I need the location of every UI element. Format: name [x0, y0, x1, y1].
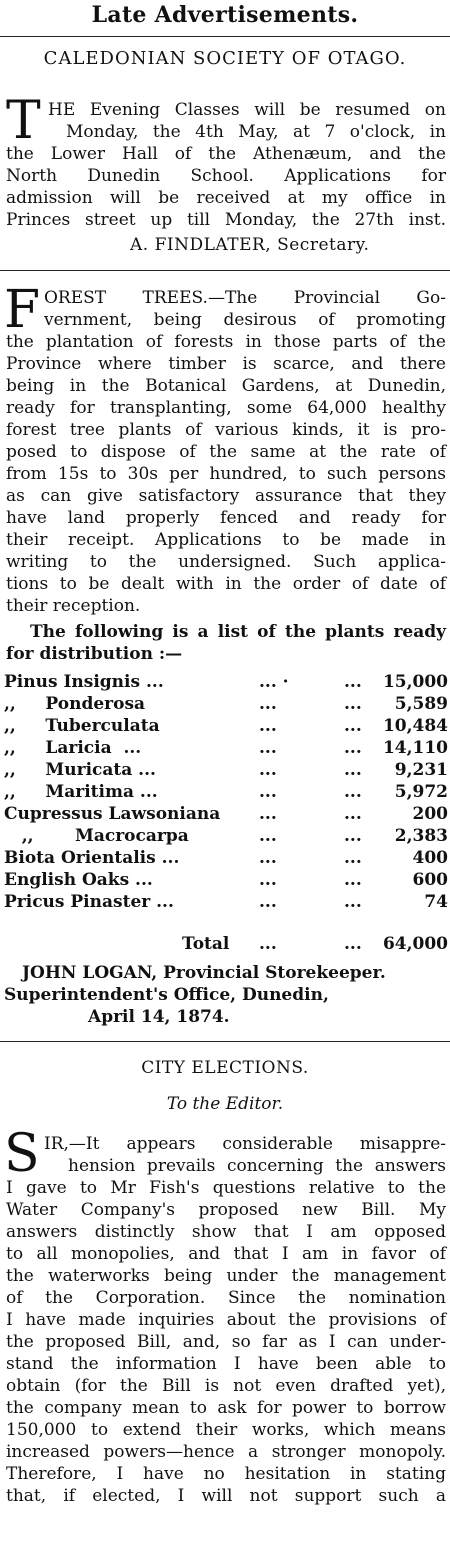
leader-dots: ... [259, 804, 277, 824]
forest-signature-office: Superintendent's Office, Dunedin, [4, 985, 329, 1005]
elections-line-8: of the Corporation. Since the nomination [6, 1288, 446, 1308]
plant-quantity: 10,484 [382, 716, 448, 736]
plant-quantity: 200 [412, 804, 448, 824]
leader-dots: ... [344, 716, 362, 736]
plant-row [4, 869, 448, 891]
divider [0, 1041, 450, 1042]
forest-line-5: being in the Botanical Gardens, at Dunedin, [6, 376, 446, 396]
leader-dots: ... [344, 694, 362, 714]
forest-line-6: ready for transplanting, some 64,000 healthy [6, 398, 446, 418]
leader-dots: ... · [259, 672, 289, 692]
plant-quantity: 5,972 [394, 782, 448, 802]
elections-line-11: stand the information I have been able to [6, 1354, 446, 1374]
elections-line-9: I have made inquiries about the provisions of [6, 1310, 446, 1330]
divider [0, 36, 450, 37]
leader-dots: ... [344, 760, 362, 780]
plant-row [4, 693, 448, 715]
plant-quantity: 15,000 [382, 672, 448, 692]
leader-dots: ... [344, 826, 362, 846]
leader-dots: ... [259, 934, 277, 954]
caledonian-line-1: HE Evening Classes will be resumed on [48, 100, 446, 120]
plant-row [4, 737, 448, 759]
elections-line-4: Water Company's proposed new Bill. My [6, 1200, 446, 1220]
elections-line-2: hension prevails concerning the answers [68, 1156, 446, 1176]
plant-name: ,, Laricia ... [4, 738, 142, 758]
list-intro-1: The following is a list of the plants ready [30, 622, 446, 642]
leader-dots: ... [344, 870, 362, 890]
plant-name: Biota Orientalis ... [4, 848, 180, 868]
plant-quantity: 2,383 [394, 826, 448, 846]
forest-signature-date: April 14, 1874. [88, 1007, 230, 1027]
plant-quantity: 14,110 [382, 738, 448, 758]
plant-quantity: 600 [412, 870, 448, 890]
total-quantity: 64,000 [382, 934, 448, 954]
elections-line-3: I gave to Mr Fish's questions relative to the [6, 1178, 446, 1198]
forest-line-10: as can give satisfactory assurance that they [6, 486, 446, 506]
drop-cap-t: T [6, 91, 41, 151]
forest-line-1: OREST TREES.—The Provincial Go- [44, 288, 446, 308]
caledonian-line-4: North Dunedin School. Applications for [6, 166, 446, 186]
caledonian-line-5: admission will be received at my office in [6, 188, 446, 208]
elections-line-6: to all monopolies, and that I am in favor of [6, 1244, 446, 1264]
plant-row [4, 847, 448, 869]
leader-dots: ... [344, 738, 362, 758]
leader-dots: ... [344, 782, 362, 802]
caledonian-line-6: Princes street up till Monday, the 27th inst. [6, 210, 446, 230]
elections-line-12: obtain (for the Bill is not even drafted yet), [6, 1376, 446, 1396]
leader-dots: ... [259, 760, 277, 780]
caledonian-line-3: the Lower Hall of the Athenæum, and the [6, 144, 446, 164]
leader-dots: ... [259, 782, 277, 802]
divider [0, 270, 450, 271]
elections-line-7: the waterworks being under the management [6, 1266, 446, 1286]
plant-row [4, 891, 448, 913]
elections-line-15: increased powers—hence a stronger monopoly. [6, 1442, 446, 1462]
plant-name: ,, Macrocarpa [4, 826, 189, 846]
elections-line-1: IR,—It appears considerable misappre- [44, 1134, 446, 1154]
forest-line-14: tions to be dealt with in the order of date of [6, 574, 446, 594]
elections-line-17: that, if elected, I will not support such a [6, 1486, 446, 1506]
elections-line-5: answers distinctly show that I am opposed [6, 1222, 446, 1242]
leader-dots: ... [344, 848, 362, 868]
leader-dots: ... [344, 892, 362, 912]
elections-line-16: Therefore, I have no hesitation in stating [6, 1464, 446, 1484]
leader-dots: ... [259, 826, 277, 846]
plant-name: ,, Ponderosa [4, 694, 146, 714]
elections-subheading: To the Editor. [166, 1094, 284, 1114]
plant-name: ,, Tuberculata [4, 716, 160, 736]
leader-dots: ... [344, 672, 362, 692]
leader-dots: ... [259, 694, 277, 714]
caledonian-line-2: Monday, the 4th May, at 7 o'clock, in [66, 122, 446, 142]
plant-name: Cupressus Lawsoniana [4, 804, 221, 824]
plant-quantity: 5,589 [394, 694, 448, 714]
plant-name: English Oaks ... [4, 870, 153, 890]
leader-dots: ... [259, 892, 277, 912]
elections-line-10: the proposed Bill, and, so far as I can under- [6, 1332, 446, 1352]
plant-name: Pricus Pinaster ... [4, 892, 174, 912]
plant-row [4, 759, 448, 781]
plant-name: ,, Muricata ... [4, 760, 156, 780]
elections-heading: CITY ELECTIONS. [141, 1058, 309, 1078]
plant-name: ,, Maritima ... [4, 782, 158, 802]
masthead: Late Advertisements. [91, 2, 359, 28]
caledonian-heading: CALEDONIAN SOCIETY OF OTAGO. [43, 48, 407, 69]
plant-row [4, 781, 448, 803]
caledonian-signature: A. FINDLATER, Secretary. [130, 235, 370, 255]
plant-row [4, 715, 448, 737]
total-row [4, 933, 448, 955]
drop-cap-f: F [4, 280, 41, 340]
leader-dots: ... [259, 716, 277, 736]
forest-line-15: their reception. [6, 596, 141, 616]
leader-dots: ... [344, 934, 362, 954]
plant-quantity: 74 [424, 892, 448, 912]
leader-dots: ... [259, 870, 277, 890]
forest-line-7: forest tree plants of various kinds, it is pro- [6, 420, 446, 440]
plant-quantity: 400 [412, 848, 448, 868]
plant-quantity: 9,231 [394, 760, 448, 780]
plant-row [4, 825, 448, 847]
forest-signature-name: JOHN LOGAN, Provincial Storekeeper. [22, 963, 386, 983]
forest-line-12: their receipt. Applications to be made in [6, 530, 446, 550]
elections-line-14: 150,000 to extend their works, which means [6, 1420, 446, 1440]
forest-line-11: have land properly fenced and ready for [6, 508, 446, 528]
forest-line-13: writing to the undersigned. Such applica- [6, 552, 446, 572]
plant-row [4, 671, 448, 693]
plant-row [4, 803, 448, 825]
forest-line-3: the plantation of forests in those parts of the [6, 332, 446, 352]
leader-dots: ... [259, 848, 277, 868]
leader-dots: ... [259, 738, 277, 758]
forest-line-8: posed to dispose of the same at the rate of [6, 442, 446, 462]
forest-line-2: vernment, being desirous of promoting [44, 310, 446, 330]
forest-line-9: from 15s to 30s per hundred, to such persons [6, 464, 446, 484]
drop-cap-s: S [4, 1124, 40, 1184]
total-label: Total [182, 934, 230, 954]
list-intro-2: for distribution :— [6, 644, 183, 664]
elections-line-13: the company mean to ask for power to borrow [6, 1398, 446, 1418]
plant-name: Pinus Insignis ... [4, 672, 164, 692]
forest-line-4: Province where timber is scarce, and there [6, 354, 446, 374]
leader-dots: ... [344, 804, 362, 824]
